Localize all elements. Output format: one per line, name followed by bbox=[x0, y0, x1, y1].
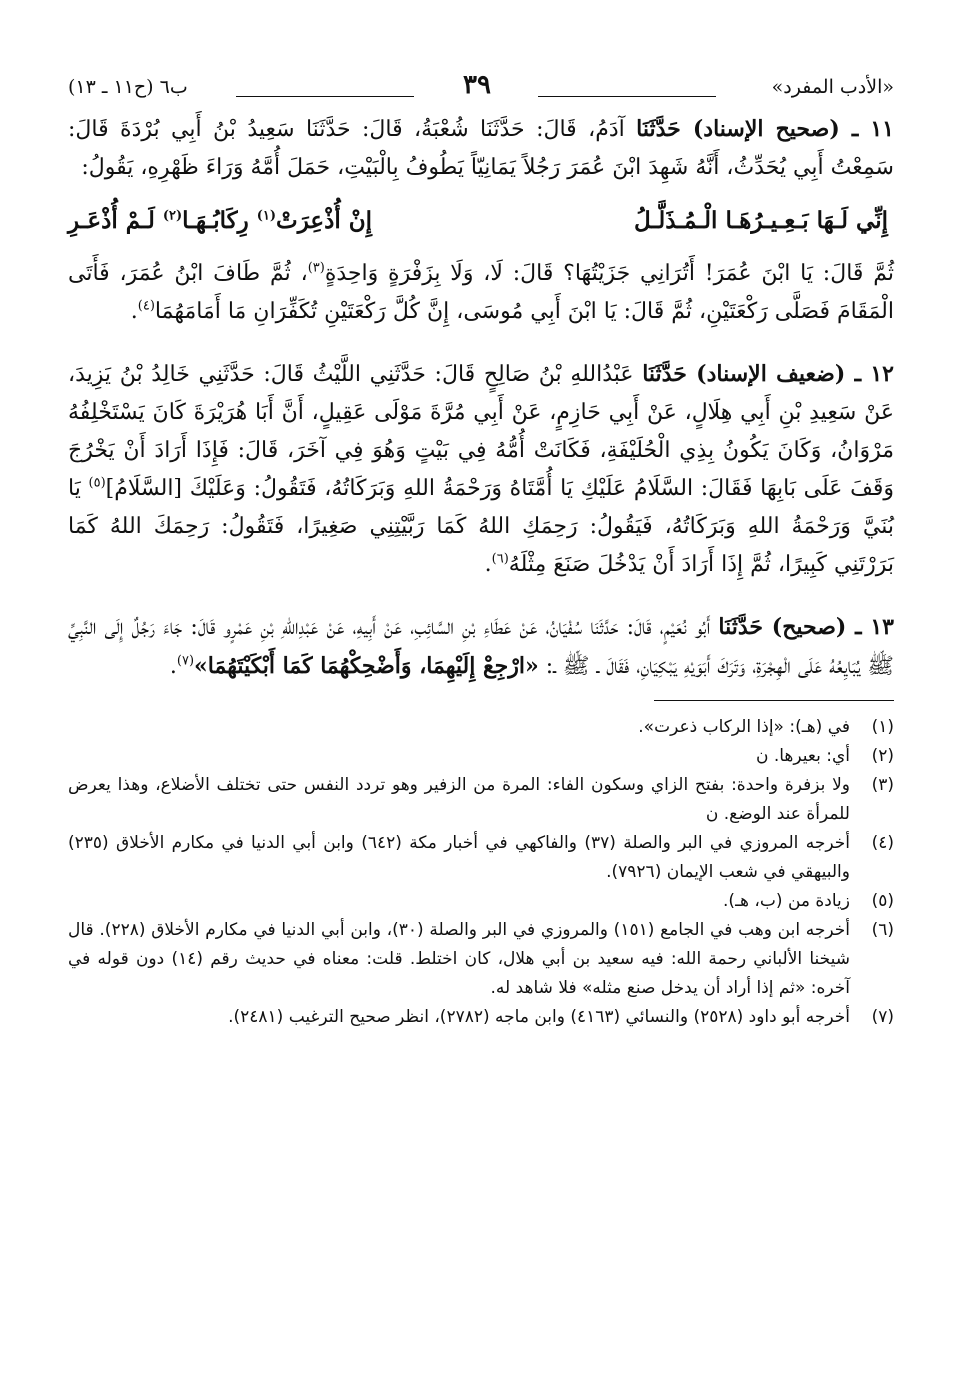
footnote-ref-5: (٥) bbox=[88, 475, 106, 491]
verse-first-hemistich: إِنِّي لَـهَا بَـعِـيـرُهَـا الْـمُـذَلَّـلُ bbox=[634, 207, 888, 234]
hadith-11-paragraph bbox=[68, 110, 894, 187]
footnote-divider bbox=[654, 700, 894, 701]
footnote-number: (٤) bbox=[871, 833, 894, 853]
footnote-ref-6: (٦) bbox=[491, 551, 509, 567]
hadith-13-text-a: أَبُو نُعَيْمٍ، قَالَ: حَدَّثَنَا سُفْيَانُ، عَنْ عَطَاءِ بْنِ السَّائِبِ، عَنْ أَبِيهِ، عَنْ عَبْدِاللهِ بْنِ عَمْرٍو قَالَ: جَاءَ رَجُلٌ إِلَى النَّبِيِّ ﷺ يُبَايِعُهُ عَلَى الْهِجْرَةِ، وَتَرَكَ أَبَوَيْهِ يَبْكِيَانِ، فَقَالَ ـ ﷺ ـ: bbox=[68, 615, 894, 679]
hadith-13-paragraph bbox=[68, 608, 894, 686]
footnote-number: (٣) bbox=[871, 775, 894, 795]
footnote-item bbox=[68, 771, 894, 829]
page-header bbox=[68, 70, 894, 110]
chapter-reference: ب٦ (ح١١ ـ ١٣) bbox=[68, 76, 188, 98]
hadith-11-verse bbox=[68, 201, 888, 241]
footnote-ref-4: (٤) bbox=[137, 298, 155, 314]
hadith-13-prophetic-quote: «ارْجِعْ إِلَيْهِمَا، وَأَضْحِكْهُمَا كَمَا أَبْكَيْتَهُمَا» bbox=[194, 653, 539, 679]
footnotes-list bbox=[68, 713, 894, 1032]
page-number: ٣٩ bbox=[463, 70, 491, 100]
header-rule-right bbox=[538, 96, 716, 97]
footnote-item bbox=[68, 829, 894, 887]
hadith-11-label: ١١ ـ (صحيح الإسناد) حَدَّثَنَا bbox=[636, 116, 894, 142]
hadith-12-paragraph bbox=[68, 355, 894, 584]
hadith-11-text-2b: ، ثُمَّ طَافَ ابْنُ عُمَرَ، فَأَتَى الْمَقَامَ فَصَلَّى رَكْعَتَيْنِ، ثُمَّ قَالَ: يَا ابْنَ أَبِي مُوسَى، إِنَّ كُلَّ رَكْعَتَيْنِ تُكَفِّرَانِ مَا أَمَامَهُمَا bbox=[68, 261, 894, 324]
footnote-item bbox=[68, 887, 894, 916]
hadith-12-label: ١٢ ـ (ضعيف الإسناد) حَدَّثَنَا bbox=[642, 361, 894, 387]
header-rule-left bbox=[236, 96, 414, 97]
paragraph-gap bbox=[68, 584, 894, 608]
hadith-11-text: آدَمُ، قَالَ: حَدَّثَنَا شُعْبَةُ، قَالَ: حَدَّثَنَا سَعِيدُ بْنُ أَبِي بُرْدَةَ قَالَ: سَمِعْتُ أَبِي يُحَدِّثُ، أَنَّهُ شَهِدَ ابْنَ عُمَرَ رَجُلاً يَمَانِيّاً يَطُوفُ بِالْبَيْتِ، حَمَلَ أُمَّهُ وَرَاءَ ظَهْرِهِ، يَقُولُ: bbox=[68, 117, 894, 180]
hadith-13-label: ١٣ ـ (صحيح) حَدَّثَنَا bbox=[718, 614, 894, 640]
footnote-item bbox=[68, 742, 894, 771]
footnote-number: (٧) bbox=[871, 1007, 894, 1027]
footnote-text: أي: بعيرها. ن bbox=[755, 746, 850, 766]
footnote-text: أخرجه ابن وهب في الجامع (١٥١) والمروزي في البر والصلة (٣٠)، وابن أبي الدنيا في مكارم الأخلاق (٢٢٨). قال شيخنا الألباني رحمة الله: فيه سعيد بن أبي هلال، كان اختلط. قلت: معناه في حديث رقم (١٤) دون قوله في آخره: «ثم إذا أراد أن يدخل صنع مثله» فلا شاهد له. bbox=[68, 920, 851, 998]
hadith-11-continuation bbox=[68, 255, 894, 331]
footnote-ref-3: (٣) bbox=[307, 260, 325, 276]
paragraph-gap bbox=[68, 331, 894, 355]
footnote-ref-2: (٢) bbox=[162, 208, 183, 224]
footnote-item bbox=[68, 1003, 894, 1032]
footnote-item bbox=[68, 916, 894, 1003]
footnote-number: (٢) bbox=[871, 746, 894, 766]
footnote-ref-1: (١) bbox=[256, 208, 277, 224]
footnote-ref-7: (٧) bbox=[176, 653, 195, 669]
footnote-text: في (هـ): «إذا الركاب ذعرت». bbox=[638, 717, 850, 737]
footnote-text: أخرجه المروزي في البر والصلة (٣٧) والفاكهي في أخبار مكة (٦٤٢) وابن أبي الدنيا في مكارم الأخلاق (٢٣٥) والبيهقي في شعب الإيمان (٧٩٢٦). bbox=[68, 833, 850, 882]
verse-part-b: رِكَابُـهَـا bbox=[182, 207, 249, 234]
hadith-11-end: . bbox=[130, 299, 138, 324]
footnote-text: ولا بزفرة واحدة: بفتح الزاي وسكون الفاء: المرة من الزفير وهو تردد النفس حتى تختلف الأضلاع، وهذا يعرض للمرأة عند الوضع. ن bbox=[68, 775, 850, 824]
footnote-text: زيادة من (ب، هـ). bbox=[723, 891, 850, 911]
footnote-text: أخرجه أبو داود (٢٥٢٨) والنسائي (٤١٦٣) وابن ماجه (٢٧٨٢)، انظر صحيح الترغيب (٢٤٨١). bbox=[228, 1007, 850, 1027]
hadith-12-text-a: عَبْدُاللهِ بْنُ صَالِحٍ قَالَ: حَدَّثَنِي اللَّيْثُ قَالَ: حَدَّثَنِي خَالِدُ بْنُ يَزِيدَ، عَنْ سَعِيدِ بْنِ أَبِي هِلَالٍ، عَنْ أَبِي حَازِمٍ، عَنْ أَبِي مُرَّةَ مَوْلَى عَقِيلٍ، أَنَّ أَبَا هُرَيْرَةَ كَانَ يَسْتَخْلِفُهُ مَرْوَانُ، وَكَانَ يَكُونُ بِذِي الْحُلَيْفَةِ، فَكَانَتْ أُمُّهُ فِي بَيْتٍ وَهُوَ فِي آخَرَ، قَالَ: فَإِذَا أَرَادَ أَنْ يَخْرُجَ وَقَفَ عَلَى بَابِهَا فَقَالَ: السَّلَامُ عَلَيْكِ يَا أُمَّتَاهُ وَرَحْمَةُ اللهِ وَبَرَكَاتُهُ، فَتَقُولُ: وَعَلَيْكَ [السَّلَامُ] bbox=[68, 362, 894, 501]
footnote-item bbox=[68, 713, 894, 742]
footnote-number: (٥) bbox=[871, 891, 894, 911]
verse-part-c: لَـمْ أُذْعَـرِ bbox=[68, 207, 155, 234]
hadith-12-text-b: يَا بُنَيَّ وَرَحْمَةُ اللهِ وَبَرَكَاتُهُ، فَيَقُولُ: رَحِمَكِ اللهُ كَمَا رَبَّيْتِنِي صَغِيرًا، فَتَقُولُ: رَحِمَكَ اللهُ كَمَا بَرَرْتَنِي كَبِيرًا، ثُمَّ إِذَا أَرَادَ أَنْ يَدْخُلَ صَنَعَ مِثْلَهُ bbox=[68, 476, 894, 577]
book-page bbox=[68, 70, 894, 1032]
hadith-13-end: . bbox=[169, 654, 177, 679]
hadith-12-end: . bbox=[484, 552, 492, 577]
verse-second-hemistich bbox=[68, 201, 372, 241]
verse-part-a: إِنْ أُذْعِرَتْ bbox=[276, 207, 373, 234]
hadith-11-text-2a: ثُمَّ قَالَ: يَا ابْنَ عُمَرَ! أَتُرَانِي جَزَيْتُهَا؟ قَالَ: لَا، وَلَا بِزَفْرَةٍ وَاحِدَةٍ bbox=[324, 261, 894, 286]
footnote-number: (١) bbox=[871, 717, 894, 737]
footnote-number: (٦) bbox=[871, 920, 894, 940]
running-title: «الأدب المفرد» bbox=[771, 76, 894, 98]
